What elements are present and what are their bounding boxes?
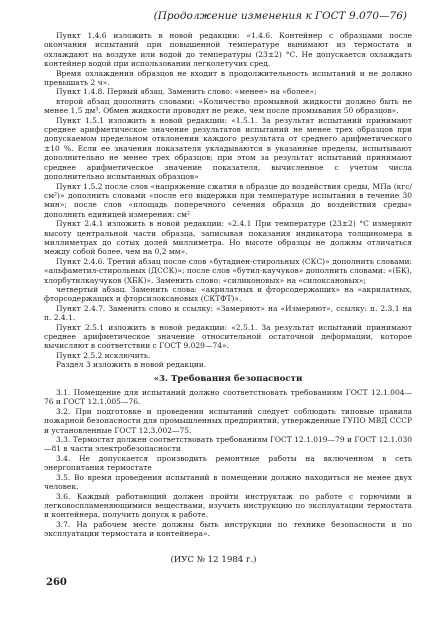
paragraph: Раздел 3 изложить в новой редакции.	[56, 360, 207, 370]
paragraph: Время охлаждения образцов не входит в продолжительность испытаний и не должно превышать 2 ч».	[44, 68, 412, 88]
paragraph: Пункт 1.5.1 изложить в новой редакции: «1.5.1. За результат испытаний принимают среднее арифметическое значение результатов испытаний не менее трех образцов при допускаемом предельном отклонении каждого результата от среднего арифметического ±10 %. Если ее значения показателя укладываются в указанные пределы, испытывают дополнительно не менее трех образцов; при этом за результат испытаний принимают среднее арифметическое значение показателя, вычисленное с учетом числа дополнительно испытанных образцов»	[44, 115, 412, 182]
paragraph: Пункт 2.5.1 изложить в новой редакции: «2.5.1. За результат испытаний принимают среднее арифметическое значение относительной остаточной деформации, которое вычисляют в соответствии с ГОСТ 9.029—74».	[44, 322, 412, 351]
safety-paragraph: 3.1. Помещение для испытаний должно соответствовать требованиям ГОСТ 12.1.004—76 и ГОСТ 12.1.005—76.	[44, 388, 412, 407]
paragraph: второй абзац дополнить словами: «Количество промывной жидкости должно быть не менее 1,5 дм³. Обмен жидкости проводят не реже, чем после промывания 50 образцов».	[44, 96, 412, 116]
paragraph: Пункт 2.5.2 исключить.	[56, 350, 151, 360]
page-header: (Продолжение изменения к ГОСТ 9.070—76)	[153, 10, 407, 22]
safety-paragraph: 3.7. На рабочем месте должны быть инструкции по технике безопасности и по эксплуатации термостата и контейнера».	[44, 519, 412, 539]
paragraph: Пункт 2.4.7. Заменить слово и ссылку: «Замеряют» на «Измеряют», ссылку: п. 2.3.1 на п. 2.4.1.	[44, 303, 412, 323]
paragraph: Пункт 1.4.8. Первый абзац. Заменить слово: «менее» на «более»;	[56, 87, 317, 97]
paragraph: четвертый абзац. Заменить слова: «акрилатных и фторсодержащих» на «акрилатных, фторсодержащих и фторсилоксановых (СКТФТ)».	[44, 284, 412, 304]
page-number: 260	[46, 577, 67, 588]
safety-paragraph: 3.4. Не допускается производить ремонтные работы на включенном в сеть энергопитания термостате	[44, 453, 412, 473]
ius-reference: (ИУС № 12 1984 г.)	[170, 555, 257, 565]
paragraph: Пункт 1.5.2 после слов «напряжение сжатия в образце до воздействия среды, МПа (кгс/см²)» дополнить словами «после его выдержки при температуре испытания в течение 30 мин»; после слов «площадь поперечного сечения образца до воздействия среды» дополнить единицей измерения: см²	[44, 181, 412, 219]
paragraph: Пункт 2.4.6. Третий абзац после слов «бутадиен-стирольных (СКС)» дополнить словами: «альфаметил-стирольных (ДССК)»; после слов «бутил-каучуков» дополнить словами: «(БК), хлорбутилкаучуков (ХБК)». Заменить слово: «силиконовых» на «силоксановых»;	[44, 256, 412, 285]
safety-paragraph: 3.3. Термостат должен соответствовать требованиям ГОСТ 12.1.019—79 и ГОСТ 12.1.030—81 в части электробезопасности	[44, 435, 412, 454]
paragraph: Пункт 1.4.6 изложить в новой редакции: «1.4.6. Контейнер с образцами после окончания испытаний при повышенной температуре вынимают из термостата и охлаждают на воздухе или водой до температуры (23±2) °С. Не допускается охлаждать контейнер водой при использовании легколетучих сред.	[44, 31, 412, 69]
section-heading: «3. Требования безопасности	[153, 373, 303, 384]
safety-paragraph: 3.2. При подготовке и проведении испытаний следует соблюдать типовые правила пожарной безопасности для промышленных предприятий, утвержденные ГУПО МВД СССР и установленные ГОСТ 12.3.002—75.	[44, 406, 412, 435]
safety-paragraph: 3.6. Каждый работающий должен пройти инструктаж по работе с горючими и легковоспламеняющимися веществами, изучить инструкцию по эксплуатации термостата и контейнера, получить допуск к работе.	[44, 491, 412, 520]
safety-paragraph: 3.5. Во время проведения испытаний в помещении должно находиться не менее двух человек.	[44, 472, 412, 492]
paragraph: Пункт 2.4.1 изложить в новой редакции: «2.4.1 При температуре (23±2) °С измеряют высоту центральной части образца, записывая показания индикатора толщиномера в миллиметрах до сотых долей миллиметра. Но высоте образцы не должны отличаться между собой более, чем на 0,2 мм».	[44, 219, 412, 257]
document-body	[44, 31, 412, 539]
